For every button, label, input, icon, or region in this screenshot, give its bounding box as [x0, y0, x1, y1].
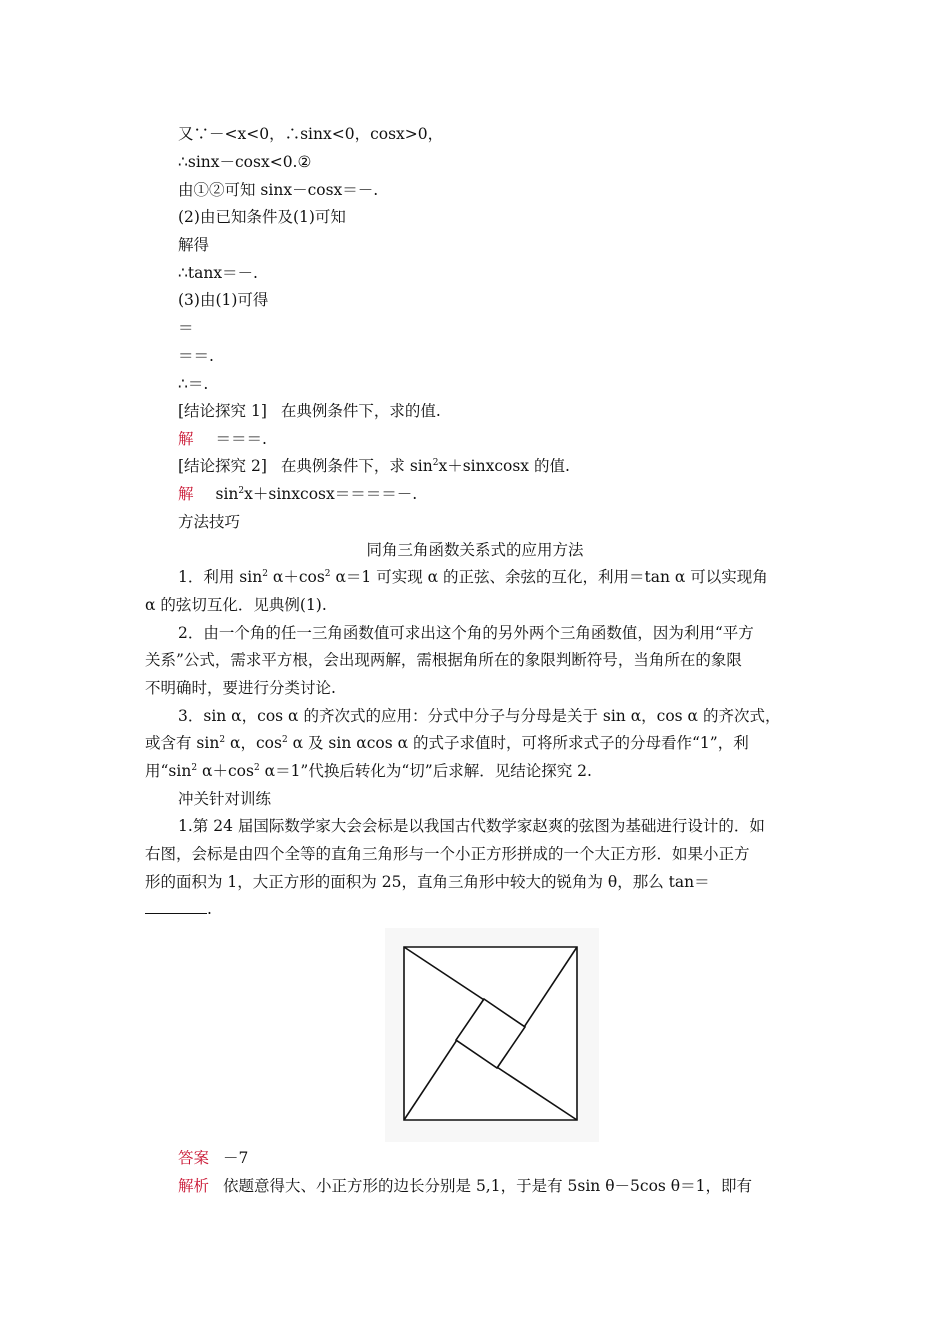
p3-text: α 及 sin αcos α 的式子求值时，可将所求式子的分母看作“1”，利 [287, 734, 749, 752]
p3-text: α＋cos [197, 762, 254, 780]
line-5: 解得 [178, 236, 210, 254]
sup: 2 [432, 458, 439, 468]
answer-label-2: 解 [178, 485, 194, 503]
method-title: 方法技巧 [178, 513, 241, 531]
line-4: (2)由已知条件及(1)可知 [178, 208, 346, 226]
sup: 2 [253, 763, 260, 773]
question-1-b: 右图，会标是由四个全等的直角三角形与一个小正方形拼成的一个大正方形．如果小正方 [145, 845, 750, 863]
paragraph-3-c [145, 761, 805, 781]
zhao-shuang-string-diagram [385, 928, 599, 1142]
sup: 2 [324, 569, 331, 579]
paragraph-1-a [178, 567, 768, 587]
p1-text: α＝1 可实现 α 的正弦、余弦的互化，利用＝tan α 可以实现角 [330, 568, 768, 586]
paragraph-2-b: 关系”公式，需求平方根，会出现两解，需根据角所在的象限判断符号，当角所在的象限 [145, 651, 742, 669]
explore-2-text-post: x＋sinxcosx 的值. [438, 457, 570, 475]
answer-text-2-post: x＋sinxcosx＝＝＝＝－. [244, 485, 418, 503]
line-1: 又∵－<x<0，∴sinx<0，cosx>0， [178, 125, 444, 143]
p3-text: α，cos [225, 734, 282, 752]
p3-text: 用“sin [145, 762, 192, 780]
q1-end: . [207, 900, 212, 918]
analysis-line [178, 1176, 752, 1196]
explore-1-answer [178, 429, 267, 449]
line-3: 由①②可知 sinx－cosx＝－. [178, 181, 379, 199]
line-6: ∴tanx＝－. [178, 264, 258, 282]
paragraph-1-b: α 的弦切互化．见典例(1). [145, 596, 327, 614]
paragraph-3-a: 3．sin α，cos α 的齐次式的应用：分式中分子与分母是关于 sin α，cos α 的齐次式， [178, 707, 781, 725]
analysis-label: 解析 [178, 1177, 210, 1195]
paragraph-2-a: 2．由一个角的任一三角函数值可求出这个角的另外两个三角函数值，因为利用“平方 [178, 624, 754, 642]
answer-label-1: 解 [178, 430, 194, 448]
analysis-text: 依题意得大、小正方形的边长分别是 5,1，于是有 5sin θ－5cos θ＝1，即有 [223, 1177, 752, 1195]
paragraph-3-b [145, 733, 805, 753]
question-1-a: 1.第 24 届国际数学家大会会标是以我国古代数学家赵爽的弦图为基础进行设计的．如 [178, 817, 765, 835]
explore-1-label: [结论探究 1] [178, 402, 267, 420]
answer-value: －7 [223, 1149, 249, 1167]
line-7: (3)由(1)可得 [178, 291, 269, 309]
sup: 2 [238, 486, 245, 496]
answer-text-2-pre: sin [215, 485, 239, 503]
line-2: ∴sinx－cosx<0.② [178, 153, 312, 171]
answer-blank [145, 901, 207, 914]
paragraph-2-c: 不明确时，要进行分类讨论. [145, 679, 336, 697]
explore-1-text: 在典例条件下，求的值. [280, 402, 441, 420]
p3-text: α＝1”代换后转化为“切”后求解．见结论探究 2. [259, 762, 592, 780]
explore-2-answer [178, 484, 417, 504]
answer-line [178, 1148, 248, 1168]
p1-text: 1．利用 sin [178, 568, 263, 586]
explore-2 [178, 456, 570, 476]
question-1-c: 形的面积为 1，大正方形的面积为 25，直角三角形中较大的锐角为 θ，那么 tan＝ [145, 873, 710, 891]
p1-text: α＋cos [267, 568, 325, 586]
line-10: ∴＝. [178, 375, 209, 393]
answer-label: 答案 [178, 1149, 210, 1167]
question-1-d [145, 899, 805, 919]
sup: 2 [262, 569, 268, 579]
answer-text-1: ＝＝＝. [215, 430, 267, 448]
line-9: ＝＝. [178, 347, 214, 365]
sup: 2 [191, 763, 198, 773]
center-title: 同角三角函数关系式的应用方法 [366, 541, 584, 559]
training-title: 冲关针对训练 [178, 790, 272, 808]
sup: 2 [281, 735, 288, 745]
explore-1 [178, 401, 441, 421]
explore-2-text-pre: 在典例条件下，求 sin [280, 457, 433, 475]
sup: 2 [219, 735, 226, 745]
line-8: ＝ [178, 319, 194, 337]
p3-text: 或含有 sin [145, 734, 220, 752]
explore-2-label: [结论探究 2] [178, 457, 267, 475]
